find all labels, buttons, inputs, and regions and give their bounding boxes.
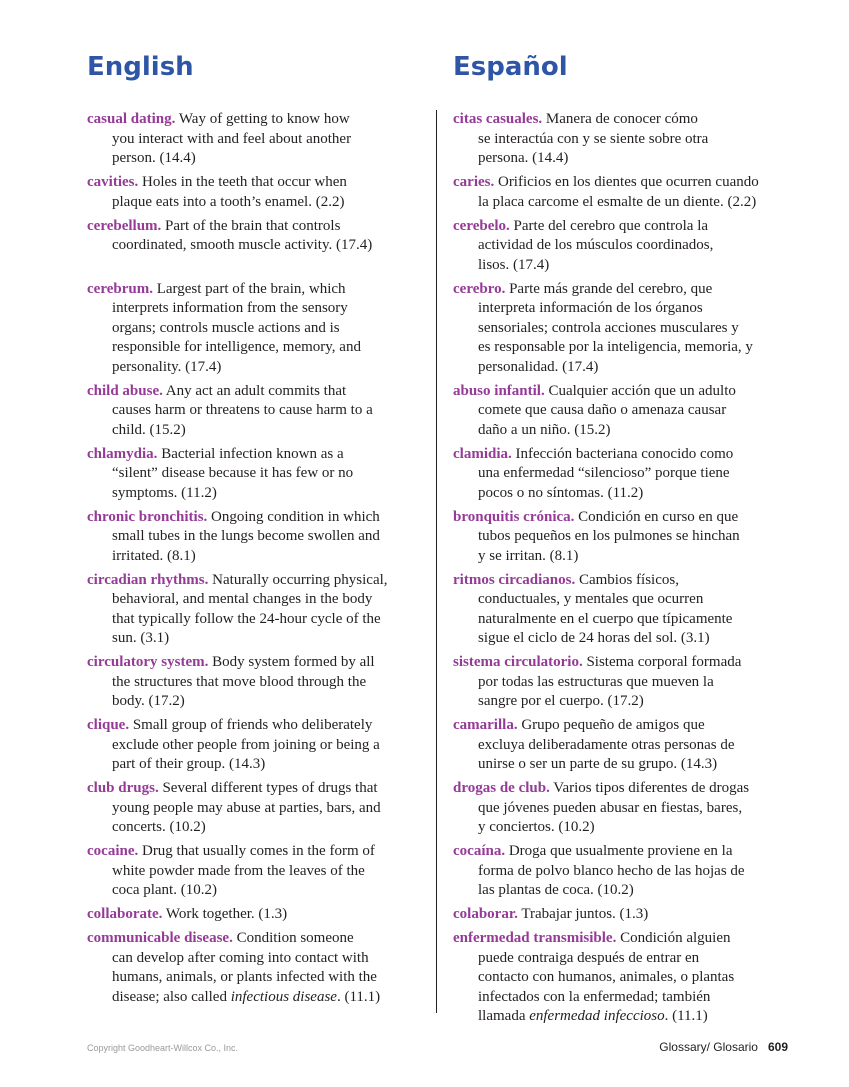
definition-line <box>87 905 453 925</box>
english-entry <box>87 571 453 649</box>
definition-line <box>453 464 807 484</box>
definition-text: . (11.1) <box>664 1008 708 1024</box>
glossary-row <box>87 905 807 925</box>
definition-line <box>87 358 453 378</box>
definition-line <box>87 527 453 547</box>
glossary-term: enfermedad transmisible. <box>453 930 617 946</box>
definition-line <box>87 236 453 256</box>
definition-line <box>87 421 453 441</box>
definition-text: concerts. (10.2) <box>112 819 206 835</box>
glossary-term: ritmos circadianos. <box>453 571 576 588</box>
definition-line <box>453 280 807 300</box>
copyright-notice: Copyright Goodheart-Willcox Co., Inc. <box>87 1043 239 1053</box>
definition-text: Manera de conocer cómo <box>542 111 698 127</box>
definition-line <box>453 236 807 256</box>
definition-line <box>453 736 807 756</box>
definition-text: personality. (17.4) <box>112 358 222 375</box>
definition-line <box>87 130 453 150</box>
definition-text: puede contraiga después de entrar en <box>478 949 700 966</box>
definition-text: can develop after coming into contact with <box>112 949 369 966</box>
definition-line <box>87 692 453 712</box>
definition-line <box>453 1007 807 1027</box>
english-entry <box>87 905 453 925</box>
definition-line <box>87 173 453 193</box>
definition-text: the structures that move blood through the <box>112 673 367 690</box>
definition-text: Drug that usually comes in the form of <box>138 843 375 859</box>
definition-line <box>87 338 453 358</box>
definition-text: Infección bacteriana conocido como <box>511 445 734 462</box>
definition-line <box>87 217 453 237</box>
glossary-term: cocaína. <box>453 843 506 859</box>
definition-text: la placa carcome el esmalte de un diente. (2.2) <box>478 193 757 210</box>
glossary-term: abuso infantil. <box>453 382 545 399</box>
definition-line <box>453 173 807 193</box>
definition-text: humans, animals, or plants infected with the <box>112 969 377 985</box>
definition-text: las plantas de coca. (10.2) <box>478 882 634 898</box>
definition-text: unirse o ser un parte de su grupo. (14.3) <box>478 756 718 772</box>
glossary-entries <box>87 110 807 1031</box>
section-label: Glossary/ Glosario <box>659 1040 758 1054</box>
definition-text: Several different types of drugs that <box>158 780 378 796</box>
definition-text: interpreta información de los órganos <box>478 300 703 316</box>
definition-line <box>87 988 453 1008</box>
spanish-entry <box>453 217 807 276</box>
definition-line <box>87 193 453 213</box>
glossary-row <box>87 110 807 169</box>
definition-text: Way of getting to know how <box>175 111 350 127</box>
definition-text: actividad de los músculos coordinados, <box>478 237 714 253</box>
glossary-term: camarilla. <box>453 717 518 733</box>
glossary-term: circadian rhythms. <box>87 571 209 588</box>
spanish-heading: Español <box>453 52 568 82</box>
definition-line <box>87 401 453 421</box>
definition-text: Cambios físicos, <box>575 571 679 588</box>
definition-line <box>453 338 807 358</box>
definition-text: Condición alguien <box>616 930 731 946</box>
definition-text: Condition someone <box>232 930 354 946</box>
english-heading: English <box>87 52 194 82</box>
definition-line <box>453 508 807 528</box>
glossary-term: citas casuales. <box>453 111 543 127</box>
definition-text: Body system formed by all <box>208 654 375 670</box>
definition-text: Condición en curso en que <box>574 508 739 525</box>
definition-text: una enfermedad “silencioso” porque tiene <box>478 465 730 481</box>
definition-text: sun. (3.1) <box>112 630 170 646</box>
spanish-entry <box>453 280 807 378</box>
glossary-term: colaborar. <box>453 906 518 922</box>
glossary-row <box>87 445 807 504</box>
definition-line <box>453 319 807 339</box>
definition-line <box>453 862 807 882</box>
glossary-term: cocaine. <box>87 843 139 859</box>
glossary-term: chlamydia. <box>87 445 158 462</box>
definition-text: that typically follow the 24-hour cycle of the <box>112 610 381 627</box>
definition-line <box>87 842 453 862</box>
definition-line <box>87 755 453 775</box>
definition-line <box>453 629 807 649</box>
definition-text: Parte del cerebro que controla la <box>509 217 709 234</box>
glossary-term: drogas de club. <box>453 780 550 796</box>
english-entry <box>87 716 453 775</box>
definition-text: part of their group. (14.3) <box>112 756 266 772</box>
spanish-entry <box>453 716 807 775</box>
spanish-entry <box>453 445 807 504</box>
definition-text: irritated. (8.1) <box>112 547 196 564</box>
definition-line <box>87 862 453 882</box>
definition-text: Varios tipos diferentes de drogas <box>549 780 750 796</box>
definition-text: behavioral, and mental changes in the body <box>112 591 373 607</box>
english-entry <box>87 110 453 169</box>
definition-line <box>453 527 807 547</box>
glossary-row <box>87 508 807 567</box>
definition-line <box>453 673 807 693</box>
definition-line <box>87 799 453 819</box>
definition-line <box>453 382 807 402</box>
definition-line <box>87 779 453 799</box>
definition-line <box>87 110 453 130</box>
definition-text: exclude other people from joining or being a <box>112 736 380 753</box>
definition-text: young people may abuse at parties, bars, and <box>112 799 381 816</box>
italic-term: enfermedad infeccioso <box>529 1008 665 1024</box>
definition-text: comete que causa daño o amenaza causar <box>478 402 727 418</box>
definition-text: Parte más grande del cerebro, que <box>505 280 713 297</box>
definition-line <box>87 319 453 339</box>
definition-text: Work together. (1.3) <box>162 906 288 922</box>
definition-line <box>87 629 453 649</box>
definition-text: sangre por el cuerpo. (17.2) <box>478 693 644 709</box>
english-entry <box>87 842 453 901</box>
definition-line <box>453 130 807 150</box>
definition-line <box>87 508 453 528</box>
definition-text: coca plant. (10.2) <box>112 882 217 898</box>
definition-text: sensoriales; controla acciones musculares y <box>478 319 739 336</box>
spanish-entry <box>453 173 807 212</box>
spanish-entry <box>453 905 807 925</box>
english-entry <box>87 653 453 712</box>
definition-text: contacto con humanos, animales, o plantas <box>478 969 735 985</box>
glossary-term: casual dating. <box>87 111 176 127</box>
glossary-term: clamidia. <box>453 445 512 462</box>
definition-line <box>87 571 453 591</box>
definition-line <box>453 149 807 169</box>
definition-line <box>87 716 453 736</box>
definition-line <box>87 610 453 630</box>
definition-text: y conciertos. (10.2) <box>478 819 595 835</box>
glossary-term: chronic bronchitis. <box>87 508 208 525</box>
glossary-term: cerebellum. <box>87 217 162 234</box>
definition-line <box>453 484 807 504</box>
definition-line <box>453 988 807 1008</box>
english-entry <box>87 382 453 441</box>
definition-line <box>453 610 807 630</box>
definition-text: Small group of friends who deliberately <box>129 717 373 733</box>
definition-line <box>87 382 453 402</box>
glossary-term: cerebrum. <box>87 280 153 297</box>
definition-line <box>453 421 807 441</box>
glossary-row <box>87 173 807 212</box>
glossary-row <box>87 716 807 775</box>
definition-text: Bacterial infection known as a <box>157 445 344 462</box>
glossary-row <box>87 653 807 712</box>
definition-line <box>453 299 807 319</box>
definition-line <box>87 280 453 300</box>
definition-line <box>87 881 453 901</box>
definition-line <box>453 818 807 838</box>
definition-text: responsible for intelligence, memory, and <box>112 339 361 355</box>
definition-text: symptoms. (11.2) <box>112 484 217 501</box>
glossary-term: communicable disease. <box>87 930 233 946</box>
definition-text: person. (14.4) <box>112 150 196 166</box>
page-footer <box>659 1040 788 1054</box>
definition-line <box>87 299 453 319</box>
definition-text: Largest part of the brain, which <box>152 280 346 297</box>
definition-line <box>87 445 453 465</box>
definition-line <box>453 905 807 925</box>
glossary-term: club drugs. <box>87 780 159 796</box>
definition-text: organs; controls muscle actions and is <box>112 319 340 336</box>
definition-text: sigue el ciclo de 24 horas del sol. (3.1) <box>478 630 710 646</box>
glossary-term: cerebro. <box>453 280 506 297</box>
glossary-term: caries. <box>453 174 495 190</box>
definition-line <box>453 968 807 988</box>
definition-line <box>87 484 453 504</box>
definition-text: Grupo pequeño de amigos que <box>517 717 705 733</box>
glossary-row <box>87 280 807 378</box>
definition-text: small tubes in the lungs become swollen and <box>112 528 380 544</box>
page-number: 609 <box>767 1040 788 1054</box>
glossary-term: child abuse. <box>87 382 163 399</box>
definition-line <box>453 755 807 775</box>
definition-text: body. (17.2) <box>112 693 185 709</box>
definition-line <box>453 716 807 736</box>
definition-text: Trabajar juntos. (1.3) <box>517 906 649 922</box>
spanish-entry <box>453 110 807 169</box>
definition-text: white powder made from the leaves of the <box>112 862 365 879</box>
definition-text: Part of the brain that controls <box>161 217 341 234</box>
definition-line <box>87 818 453 838</box>
definition-text: daño a un niño. (15.2) <box>478 421 611 438</box>
glossary-term: cavities. <box>87 174 139 190</box>
glossary-term: circulatory system. <box>87 654 209 670</box>
definition-text: . (11.1) <box>336 988 381 1005</box>
definition-line <box>453 401 807 421</box>
spanish-entry <box>453 653 807 712</box>
definition-text: “silent” disease because it has few or no <box>112 465 354 481</box>
definition-line <box>453 779 807 799</box>
definition-text: Sistema corporal formada <box>582 654 742 670</box>
definition-line <box>87 653 453 673</box>
definition-text: Orificios en los dientes que ocurren cuando <box>494 174 759 190</box>
definition-line <box>453 799 807 819</box>
definition-text: conductuales, y mentales que ocurren <box>478 591 704 607</box>
definition-text: Any act an adult commits that <box>162 382 347 399</box>
glossary-term: sistema circulatorio. <box>453 654 583 670</box>
definition-line <box>87 736 453 756</box>
glossary-term: clique. <box>87 717 130 733</box>
definition-text: interprets information from the sensory <box>112 300 348 316</box>
definition-text: infectados con la enfermedad; también <box>478 988 711 1005</box>
definition-text: tubos pequeños en los pulmones se hinchan <box>478 528 740 544</box>
definition-text: pocos o no síntomas. (11.2) <box>478 484 644 501</box>
definition-line <box>453 110 807 130</box>
spanish-entry <box>453 571 807 649</box>
definition-text: llamada <box>478 1008 530 1024</box>
definition-line <box>87 949 453 969</box>
english-entry <box>87 173 453 212</box>
definition-text: Naturally occurring physical, <box>208 571 388 588</box>
definition-text: personalidad. (17.4) <box>478 358 599 375</box>
definition-line <box>453 949 807 969</box>
definition-line <box>453 445 807 465</box>
english-entry <box>87 445 453 504</box>
definition-line <box>453 193 807 213</box>
definition-text: Droga que usualmente proviene en la <box>505 843 733 859</box>
definition-text: forma de polvo blanco hecho de las hojas de <box>478 862 745 879</box>
definition-text: you interact with and feel about another <box>112 130 352 147</box>
glossary-row <box>87 929 807 1027</box>
spanish-entry <box>453 382 807 441</box>
definition-text: disease; also called <box>112 988 231 1005</box>
definition-line <box>453 547 807 567</box>
definition-text: lisos. (17.4) <box>478 256 550 273</box>
definition-line <box>87 547 453 567</box>
definition-text: excluya deliberadamente otras personas de <box>478 736 735 753</box>
glossary-term: bronquitis crónica. <box>453 508 575 525</box>
glossary-term: collaborate. <box>87 906 163 922</box>
definition-text: Holes in the teeth that occur when <box>138 174 347 190</box>
italic-term: infectious disease <box>230 988 337 1005</box>
definition-text: Ongoing condition in which <box>207 508 380 525</box>
english-entry <box>87 508 453 567</box>
definition-line <box>453 842 807 862</box>
spanish-entry <box>453 842 807 901</box>
definition-text: coordinated, smooth muscle activity. (17.4) <box>112 237 373 253</box>
definition-text: y se irritan. (8.1) <box>478 547 579 564</box>
spanish-entry <box>453 508 807 567</box>
definition-line <box>87 968 453 988</box>
glossary-row <box>87 779 807 838</box>
definition-text: por todas las estructuras que mueven la <box>478 673 714 690</box>
definition-line <box>453 256 807 276</box>
definition-line <box>87 590 453 610</box>
glossary-row <box>87 382 807 441</box>
definition-text: Cualquier acción que un adulto <box>544 382 736 399</box>
definition-text: naturalmente en el cuerpo que típicamente <box>478 610 733 627</box>
definition-text: es responsable por la inteligencia, memoria, y <box>478 339 753 355</box>
definition-text: plaque eats into a tooth’s enamel. (2.2) <box>112 193 345 210</box>
definition-text: child. (15.2) <box>112 421 186 438</box>
definition-line <box>453 217 807 237</box>
definition-line <box>87 149 453 169</box>
definition-text: se interactúa con y se siente sobre otra <box>478 130 709 147</box>
definition-text: causes harm or threatens to cause harm to a <box>112 402 373 418</box>
definition-text: que jóvenes pueden abusar en fiestas, bares, <box>478 799 743 816</box>
definition-line <box>453 571 807 591</box>
glossary-term: cerebelo. <box>453 217 510 234</box>
spanish-entry <box>453 929 807 1027</box>
english-entry <box>87 779 453 838</box>
glossary-row <box>87 842 807 901</box>
glossary-row <box>87 571 807 649</box>
english-entry <box>87 929 453 1027</box>
definition-line <box>87 673 453 693</box>
definition-line <box>453 358 807 378</box>
spanish-entry <box>453 779 807 838</box>
definition-line <box>87 929 453 949</box>
english-entry <box>87 217 453 276</box>
definition-line <box>453 881 807 901</box>
definition-line <box>453 590 807 610</box>
definition-line <box>87 464 453 484</box>
english-entry <box>87 280 453 378</box>
glossary-row <box>87 217 807 276</box>
definition-line <box>453 653 807 673</box>
definition-text: persona. (14.4) <box>478 150 569 166</box>
definition-line <box>453 929 807 949</box>
definition-line <box>453 692 807 712</box>
